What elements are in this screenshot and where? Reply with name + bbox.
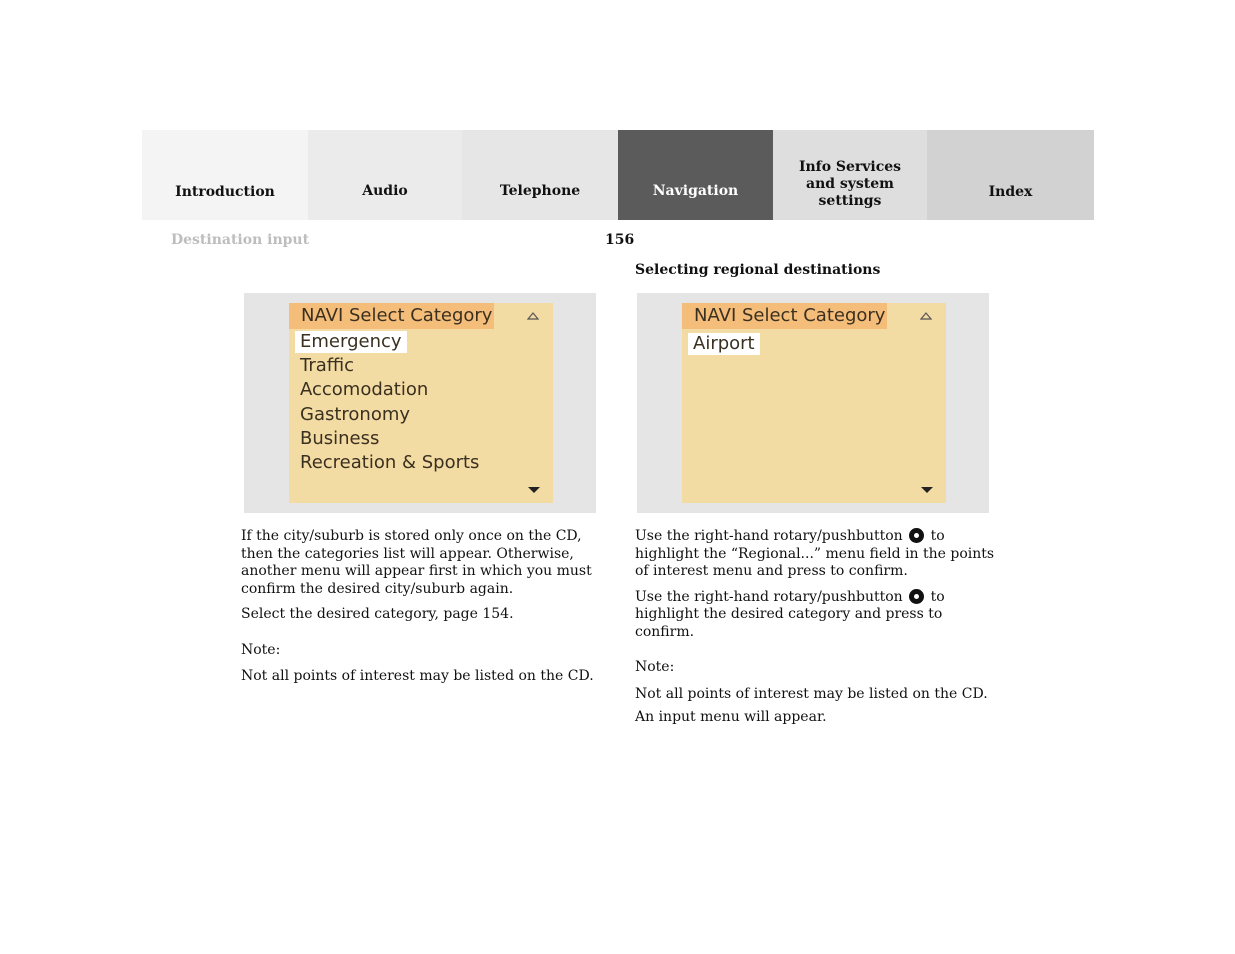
scroll-down-icon	[527, 486, 541, 494]
list-item: Recreation & Sports	[300, 452, 480, 474]
navi-display-left	[289, 303, 553, 503]
list-item: Business	[300, 427, 380, 449]
screenshot-frame-right	[637, 293, 989, 513]
tab-info-services-label: Info Services and system settings	[798, 159, 902, 209]
page-number: 156	[605, 232, 635, 248]
chapter-tabs	[142, 130, 1094, 220]
scroll-up-icon	[920, 312, 932, 320]
list-item: Gastronomy	[300, 403, 411, 425]
scroll-up-icon	[527, 312, 539, 320]
navi-display-right	[682, 303, 946, 503]
list-item-label: Airport	[688, 333, 760, 355]
list-item: Traffic	[300, 355, 355, 377]
section-label: Destination input	[171, 232, 310, 248]
tab-navigation[interactable]: Navigation	[618, 130, 773, 220]
note-label: Note:	[635, 659, 675, 675]
paragraph: Select the desired category, page 154.	[241, 606, 514, 622]
note-text: Not all points of interest may be listed on the CD.	[635, 685, 988, 702]
display-title: NAVI Select Category	[289, 303, 494, 329]
note-label: Note:	[241, 641, 281, 658]
tab-info-services[interactable]	[773, 130, 927, 220]
list-item	[289, 330, 479, 354]
text-run: to highlight the desired category and press to confirm.	[635, 588, 945, 640]
category-list	[289, 330, 479, 475]
tab-audio[interactable]: Audio	[308, 130, 462, 220]
right-text-column	[635, 528, 995, 735]
rotary-pushbutton-icon	[909, 528, 924, 543]
tab-telephone[interactable]: Telephone	[462, 130, 618, 220]
list-item	[682, 332, 760, 356]
page-heading: Selecting regional destinations	[635, 262, 881, 278]
display-title: NAVI Select Category	[682, 303, 887, 329]
list-item: Accomodation	[300, 379, 429, 401]
tab-introduction[interactable]: Introduction	[142, 130, 308, 220]
text-run: Use the right-hand rotary/pushbutton	[635, 588, 903, 605]
paragraph	[635, 589, 995, 642]
category-list	[682, 332, 760, 356]
left-text-column	[241, 528, 601, 694]
rotary-pushbutton-icon	[909, 589, 924, 604]
text-run: Use the right-hand rotary/pushbutton	[635, 528, 903, 544]
text-run: to highlight the “Regional...” menu field in the points of interest menu and press to confirm.	[635, 528, 995, 579]
scroll-down-icon	[920, 486, 934, 494]
screenshot-frame-left	[244, 293, 596, 513]
paragraph	[635, 528, 995, 581]
note-text: Not all points of interest may be listed on the CD.	[241, 668, 594, 684]
list-item-label: Emergency	[295, 331, 407, 353]
tab-index[interactable]: Index	[927, 130, 1094, 220]
paragraph: An input menu will appear.	[635, 709, 827, 725]
paragraph: If the city/suburb is stored only once on the CD, then the categories list will appear. Otherwise, another menu will appear first in which you must confirm the desired city/suburb again.	[241, 528, 592, 597]
